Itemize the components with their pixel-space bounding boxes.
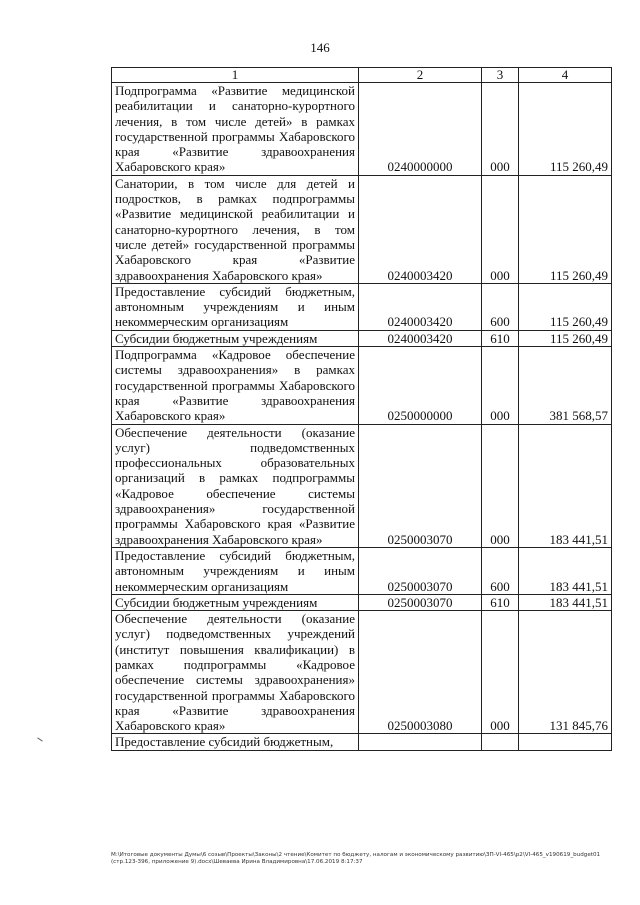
row-type: 610 [482,330,519,346]
table-row [112,83,612,176]
row-name: Подпрограмма «Развитие медицинской реабилитации и санаторно-курортного лечения, в том числе детей» в рамках государственной программы Хабаровского края «Развитие здравоохранения Хабаровского края» [112,83,359,176]
table-row [112,611,612,734]
row-code [359,734,482,750]
row-amount: 183 441,51 [519,424,612,547]
table-row [112,424,612,547]
row-code: 0240003420 [359,175,482,283]
row-type: 000 [482,611,519,734]
table-row [112,347,612,424]
row-code: 0240003420 [359,330,482,346]
header-col-4: 4 [519,68,612,83]
row-amount: 115 260,49 [519,175,612,283]
row-amount: 115 260,49 [519,330,612,346]
document-footer-path: M:\Итоговые документы Думы\6 созыв\Проекты\Законы\2 чтение\Комитет по бюджету, налогам и экономическому развитию\ЗП-VI-465\р2\VI-465_v190619_budget01 (стр.123-396, приложение 9).docx\Шеваева Ирина Владимировна\17.06.2019 8:17:37 [111,852,601,865]
row-name: Предоставление субсидий бюджетным, [112,734,359,750]
row-type: 600 [482,547,519,594]
row-code: 0250003070 [359,547,482,594]
table-row [112,547,612,594]
header-col-2: 2 [359,68,482,83]
row-code: 0250003070 [359,424,482,547]
row-amount: 115 260,49 [519,283,612,330]
header-col-3: 3 [482,68,519,83]
row-name: Предоставление субсидий бюджетным, автономным учреждениям и иным некоммерческим организациям [112,283,359,330]
row-amount: 115 260,49 [519,83,612,176]
row-name: Обеспечение деятельности (оказание услуг) подведомственных учреждений (институт повышения квалификации) в рамках подпрограммы «Кадровое обеспечение системы здравоохранения» государственной программы Хабаровского края «Развитие здравоохранения Хабаровского края» [112,611,359,734]
row-name: Субсидии бюджетным учреждениям [112,330,359,346]
row-amount: 183 441,51 [519,594,612,610]
row-code: 0250003080 [359,611,482,734]
table-row [112,734,612,750]
row-name: Субсидии бюджетным учреждениям [112,594,359,610]
row-code: 0250000000 [359,347,482,424]
row-amount: 131 845,76 [519,611,612,734]
row-type: 000 [482,175,519,283]
row-type: 600 [482,283,519,330]
row-type: 000 [482,347,519,424]
row-type: 000 [482,83,519,176]
row-type [482,734,519,750]
row-amount [519,734,612,750]
header-col-1: 1 [112,68,359,83]
page-number: 146 [310,40,330,55]
row-code: 0240000000 [359,83,482,176]
row-code: 0240003420 [359,283,482,330]
row-amount: 183 441,51 [519,547,612,594]
row-code: 0250003070 [359,594,482,610]
row-type: 610 [482,594,519,610]
row-name: Подпрограмма «Кадровое обеспечение системы здравоохранения» в рамках государственной программы Хабаровского края «Развитие здравоохранения Хабаровского края» [112,347,359,424]
table-row [112,594,612,610]
row-name: Обеспечение деятельности (оказание услуг) подведомственных профессиональных образовательных организаций в рамках подпрограммы «Кадровое обеспечение системы здравоохранения» государственной программы Хабаровского края «Развитие здравоохранения Хабаровского края» [112,424,359,547]
row-name: Предоставление субсидий бюджетным, автономным учреждениям и иным некоммерческим организациям [112,547,359,594]
row-amount: 381 568,57 [519,347,612,424]
stray-pen-mark [37,737,42,741]
table-header-row [112,68,612,83]
table-row [112,175,612,283]
table-row [112,283,612,330]
row-type: 000 [482,424,519,547]
budget-table [111,67,612,751]
row-name: Санатории, в том числе для детей и подростков, в рамках подпрограммы «Развитие медицинской реабилитации и санаторно-курортного лечения, в том числе детей» государственной программы Хабаровского края «Развитие здравоохранения Хабаровского края» [112,175,359,283]
table-row [112,330,612,346]
